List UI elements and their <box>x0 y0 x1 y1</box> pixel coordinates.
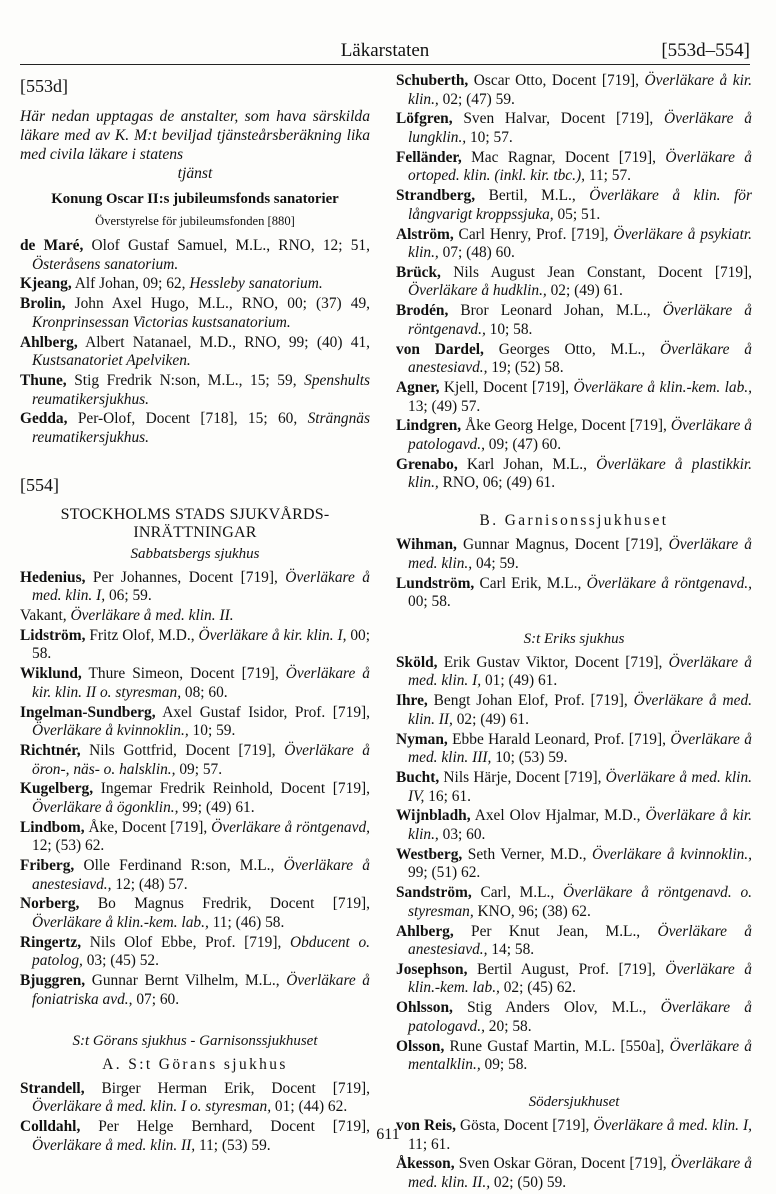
staff-details: Olle Ferdinand R:son, M.L., <box>74 857 284 875</box>
staff-details: Rune Gustaf Martin, M.L. [550a], <box>444 1037 670 1055</box>
staff-entry <box>20 275 370 294</box>
entry-list <box>20 569 370 1010</box>
staff-name: de Maré, <box>20 237 84 254</box>
staff-details: Ebbe Harald Leonard, Prof. [719], <box>447 730 671 748</box>
staff-details: 08; 60. <box>181 683 228 701</box>
staff-details: RNO, 06; (49) 61. <box>438 474 556 492</box>
hospital-part-heading: A. S:t Görans sjukhus <box>102 1055 288 1073</box>
staff-name: Hedenius, <box>20 568 86 586</box>
staff-details: Sven Oskar Göran, Docent [719], <box>454 1155 671 1173</box>
staff-details: 11; (53) 59. <box>195 1136 271 1154</box>
staff-entry <box>396 807 752 844</box>
staff-entry <box>396 379 752 416</box>
staff-details: 02; (45) 62. <box>499 979 576 997</box>
position-title: Överläkare å kir. klin., <box>408 807 752 843</box>
staff-details: Åke Georg Helge, Docent [719], <box>461 417 671 435</box>
position-title: Kronprinsessan Victorias kustsanatorium. <box>32 313 291 331</box>
staff-name: Lidström, <box>20 626 86 644</box>
position-title: Överläkare å klin. för långvarigt kroppssjuka, <box>408 187 752 223</box>
staff-details: 19; (52) 58. <box>487 359 564 377</box>
staff-entry <box>20 372 370 409</box>
entry-list <box>20 237 370 447</box>
position-title: Överläkare å klin.-kem. lab., <box>573 379 752 396</box>
staff-entry <box>396 536 752 573</box>
staff-entry <box>396 456 752 493</box>
staff-details: 05; 51. <box>553 205 601 223</box>
staff-entry <box>396 226 752 263</box>
running-title: Läkarstaten <box>340 40 430 61</box>
staff-details: 09; 57. <box>175 760 223 778</box>
staff-details: 12; (48) 57. <box>111 875 188 893</box>
right-column <box>396 72 752 1194</box>
section-number: [553d] <box>20 76 68 96</box>
staff-details: 10; (53) 59. <box>491 749 568 767</box>
position-title: Spenshults reumatikersjukhus. <box>32 371 370 408</box>
staff-name: Lindgren, <box>396 417 462 435</box>
staff-name: Sandström, <box>396 884 472 902</box>
staff-name: Gedda, <box>20 410 68 428</box>
board-note: Överstyrelse för jubileumsfonden [880] <box>95 214 295 228</box>
staff-details: 11; (46) 58. <box>208 914 285 932</box>
position-title: Överläkare å kvinnoklin., <box>591 845 752 863</box>
staff-name: Löfgren, <box>396 110 453 128</box>
staff-details: Alf Johan, 09; 62, <box>71 275 190 293</box>
staff-details: Ingemar Fredrik Reinhold, Docent [719], <box>93 780 370 798</box>
staff-details: Carl Erik, M.L., <box>474 574 587 592</box>
staff-entry <box>396 692 752 729</box>
position-title: Överläkare å med. klin. II, <box>32 1136 196 1154</box>
staff-details: 10; 57. <box>466 128 513 146</box>
section-number: [554] <box>20 474 59 495</box>
staff-entry <box>396 417 752 454</box>
staff-name: Bucht, <box>396 769 440 786</box>
staff-details: Karl Johan, M.L., <box>457 455 597 473</box>
position-title: Överläkare å klin.-kem. lab., <box>408 960 752 997</box>
staff-name: Wihman, <box>396 536 457 554</box>
page-range: [553d–554] <box>661 40 750 61</box>
staff-name: Ohlsson, <box>396 999 453 1017</box>
staff-entry <box>396 999 752 1036</box>
staff-name: Thune, <box>20 371 67 389</box>
staff-details: Mac Ragnar, Docent [719], <box>461 148 666 166</box>
staff-details: Georges Otto, M.L., <box>483 340 660 358</box>
position-title: Överläkare å anestesiavd., <box>408 922 753 959</box>
entry-list <box>396 654 752 1075</box>
hospital-subheading: Sabbatsbergs sjukhus <box>130 545 260 562</box>
position-title: Överläkare å anestesiavd., <box>32 857 370 893</box>
staff-entry <box>396 961 752 998</box>
staff-details: Per Knut Jean, M.L., <box>453 922 658 940</box>
staff-details: Per-Olof, Docent [718], 15; 60, <box>67 410 308 428</box>
staff-details: Oscar Otto, Docent [719], <box>468 72 645 89</box>
staff-name: Lundström, <box>396 574 475 592</box>
staff-details: Albert Natanael, M.D., RNO, 99; (40) 41, <box>77 333 370 351</box>
position-title: Obducent o. patolog, <box>32 933 370 970</box>
staff-name: Richtnér, <box>20 741 81 759</box>
staff-entry <box>396 149 752 186</box>
staff-details: 99; (49) 61. <box>178 798 255 816</box>
position-title: Överläkare å med. klin. I o. styresman, <box>32 1098 272 1116</box>
staff-entry <box>396 264 752 301</box>
entry-list <box>396 536 752 612</box>
position-title: Överläkare å med. klin. III, <box>408 730 752 767</box>
staff-details: Nils Gottfrid, Docent [719], <box>80 741 285 759</box>
staff-details: 03; (45) 52. <box>82 952 159 970</box>
staff-entry <box>20 607 370 626</box>
staff-name: von Reis, <box>396 1117 457 1134</box>
staff-details: Vakant, <box>20 607 71 625</box>
staff-details: Nils Olof Ebbe, Prof. [719], <box>81 933 290 951</box>
position-title: Österåsens sanatorium. <box>32 255 179 273</box>
entry-list <box>396 72 752 493</box>
staff-details: 99; (51) 62. <box>408 864 481 882</box>
staff-entry <box>396 731 752 768</box>
staff-name: Schuberth, <box>396 72 469 89</box>
staff-details: Gunnar Bernt Vilhelm, M.L., <box>85 972 287 990</box>
staff-details: 11; 57. <box>584 167 631 185</box>
staff-name: Grenabo, <box>396 455 458 473</box>
staff-details: Carl, M.L., <box>471 884 563 902</box>
position-title: Överläkare å kir. klin., <box>408 72 752 108</box>
staff-name: Wijnbladh, <box>396 807 471 825</box>
staff-entry <box>396 654 752 691</box>
position-title: Överläkare å med. klin. IV, <box>408 769 752 805</box>
staff-details: 07; (48) 60. <box>438 244 515 262</box>
staff-name: Friberg, <box>20 857 75 875</box>
staff-details: 02; (50) 59. <box>490 1173 567 1191</box>
staff-entry <box>20 780 370 817</box>
staff-entry <box>396 1155 752 1192</box>
staff-details: Bo Magnus Fredrik, Docent [719], <box>79 895 370 913</box>
staff-entry <box>396 302 752 339</box>
staff-details: Per Helge Bernhard, Docent [719], <box>80 1117 370 1135</box>
staff-name: Ahlberg, <box>20 333 78 351</box>
staff-name: Kugelberg, <box>20 780 94 798</box>
staff-name: Felländer, <box>396 148 462 166</box>
staff-entry <box>20 742 370 779</box>
position-title: Hessleby sanatorium. <box>189 275 323 293</box>
intro-note <box>20 107 370 183</box>
staff-name: Kjeang, <box>20 275 72 293</box>
position-title: Överläkare å kvinnoklin., <box>32 722 189 740</box>
staff-details: 01; (44) 62. <box>271 1098 348 1116</box>
position-title: Överläkare å ortoped. klin. (inkl. kir. tbc.), <box>408 148 753 185</box>
staff-details: Thure Simeon, Docent [719], <box>81 665 286 683</box>
position-title: Överläkare å patologavd., <box>408 417 752 453</box>
position-title: Överläkare å ögonklin., <box>32 798 179 816</box>
staff-details: 03; 60. <box>438 825 486 843</box>
staff-details: 00; 58. <box>32 626 370 663</box>
staff-details: 10; 58. <box>485 320 533 338</box>
hospital-subheading: S:t Eriks sjukhus <box>523 630 625 647</box>
hospital-part-heading: B. Garnisonssjukhuset <box>479 512 669 530</box>
staff-details: Nils August Jean Constant, Docent [719], <box>440 263 752 281</box>
staff-name: Brück, <box>396 263 441 281</box>
staff-details: Bengt Johan Elof, Prof. [719], <box>427 692 634 710</box>
staff-details: Gösta, Docent [719], <box>456 1117 594 1134</box>
staff-details: 02; (49) 61. <box>546 282 623 300</box>
staff-details: Fritz Olof, M.D., <box>85 626 199 644</box>
staff-name: von Dardel, <box>396 340 484 358</box>
staff-name: Åkesson, <box>396 1155 455 1173</box>
staff-details: 16; 61. <box>424 787 471 805</box>
running-header <box>20 40 750 65</box>
staff-details: Birger Herman Erik, Docent [719], <box>84 1079 370 1097</box>
position-title: Överläkare å med. klin. I, <box>593 1117 752 1134</box>
staff-details: 06; 59. <box>105 587 152 605</box>
section-heading: Konung Oscar II:s jubileumsfonds sanatorier <box>51 191 339 207</box>
staff-entry <box>20 569 370 606</box>
staff-details: 09; (47) 60. <box>484 435 562 453</box>
position-title: Överläkare å röntgenavd., <box>586 574 752 592</box>
staff-details: 12; (53) 62. <box>32 837 105 855</box>
staff-entry <box>396 72 752 109</box>
staff-entry <box>396 1038 752 1075</box>
staff-name: Wiklund, <box>20 665 82 683</box>
staff-name: Brodén, <box>396 302 449 320</box>
intro-note-text: Här nedan upptagas de anstalter, som hava särskilda läkare med av K. M:t beviljad tjänsteårsberäkning lika med civila läkare i statens <box>20 108 370 163</box>
staff-name: Ihre, <box>396 692 428 710</box>
staff-details: 00; 58. <box>408 593 451 611</box>
position-title: Överläkare å anestesiavd., <box>408 340 752 377</box>
staff-details: 09; 58. <box>480 1056 528 1074</box>
staff-entry <box>20 410 370 447</box>
position-title: Överläkare å hudklin., <box>408 282 547 300</box>
staff-entry <box>20 972 370 1009</box>
institution-heading-line: STOCKHOLMS STADS SJUKVÅRDS- <box>60 505 330 523</box>
staff-name: Norberg, <box>20 895 80 913</box>
position-title: Överläkare å psykiatr. klin., <box>408 225 752 262</box>
staff-details: Carl Henry, Prof. [719], <box>453 225 614 243</box>
staff-entry <box>20 237 370 274</box>
position-title: Överläkare å med. klin. II., <box>408 1155 752 1191</box>
staff-details: 10; 59. <box>188 722 236 740</box>
staff-name: Lindbom, <box>20 818 85 836</box>
staff-name: Josephson, <box>396 960 468 978</box>
staff-details: 07; 60. <box>132 990 180 1008</box>
staff-entry <box>20 665 370 702</box>
staff-name: Westberg, <box>396 845 463 863</box>
staff-details: Sven Halvar, Docent [719], <box>452 110 664 128</box>
staff-entry <box>20 704 370 741</box>
position-title: Överläkare å med. klin. II. <box>70 607 234 625</box>
staff-name: Strandberg, <box>396 187 476 205</box>
position-title: Överläkare å kir. klin. I, <box>198 626 347 644</box>
staff-entry <box>20 857 370 894</box>
position-title: Överläkare å patologavd., <box>408 999 753 1035</box>
staff-details: 11; 61. <box>408 1135 451 1153</box>
staff-details: Bror Leonard Johan, M.L., <box>448 302 663 320</box>
staff-details: Olof Gustaf Samuel, M.L., RNO, 12; 51, <box>83 237 370 254</box>
staff-entry <box>396 575 752 612</box>
staff-details: Stig Fredrik N:son, M.L., 15; 59, <box>66 371 305 389</box>
position-title: Överläkare å klin.-kem. lab., <box>32 914 209 932</box>
staff-details: 02; (47) 59. <box>438 90 515 108</box>
staff-name: Strandell, <box>20 1079 85 1097</box>
position-title: Överläkare å plastikkir. klin., <box>408 455 752 492</box>
staff-details: Åke, Docent [719], <box>84 818 212 836</box>
staff-entry <box>20 295 370 332</box>
staff-details: Gunnar Magnus, Docent [719], <box>456 536 669 554</box>
staff-details: 01; (49) 61. <box>481 672 558 690</box>
position-title: Överläkare å röntgenavd, <box>211 818 370 836</box>
staff-details: Bertil, M.L., <box>475 187 590 205</box>
staff-entry <box>20 627 370 664</box>
staff-name: Ringertz, <box>20 933 82 951</box>
staff-details: Erik Gustav Viktor, Docent [719], <box>437 653 669 671</box>
staff-entry <box>396 846 752 883</box>
institution-heading-line: INRÄTTNINGAR <box>133 523 257 541</box>
staff-name: Ahlberg, <box>396 922 454 940</box>
staff-details: 13; (49) 57. <box>408 397 481 415</box>
left-column <box>20 72 370 1156</box>
staff-entry <box>20 1080 370 1117</box>
staff-details: KNO, 96; (38) 62. <box>473 902 591 920</box>
staff-name: Colldahl, <box>20 1117 81 1135</box>
position-title: Överläkare å mentalklin., <box>408 1037 753 1074</box>
hospital-subheading: Södersjukhuset <box>528 1094 620 1110</box>
position-title: Överläkare å lungklin., <box>408 110 752 146</box>
staff-name: Ingelman-Sundberg, <box>20 703 156 721</box>
staff-name: Alström, <box>396 225 454 243</box>
staff-entry <box>396 923 752 960</box>
staff-details: Nils Härje, Docent [719], <box>439 769 606 786</box>
position-title: Överläkare å med. klin. II, <box>408 692 752 728</box>
staff-details: Axel Gustaf Isidor, Prof. [719], <box>155 703 370 721</box>
staff-name: Agner, <box>396 379 440 396</box>
staff-details: Bertil August, Prof. [719], <box>467 960 666 978</box>
position-title: Strängnäs reumatikersjukhus. <box>32 410 370 446</box>
staff-details: Seth Verner, M.D., <box>462 845 592 863</box>
staff-entry <box>396 884 752 921</box>
position-title: Överläkare å öron-, näs- o. halsklin., <box>32 741 370 778</box>
intro-note-last: tjänst <box>177 165 213 182</box>
staff-details: 04; 59. <box>472 554 519 572</box>
staff-entry <box>396 187 752 224</box>
staff-entry <box>396 110 752 147</box>
page-number: 611 <box>376 1126 400 1143</box>
institution-heading <box>20 506 370 542</box>
position-title: Kustsanatoriet Apelviken. <box>32 352 191 370</box>
staff-details: Per Johannes, Docent [719], <box>85 568 286 586</box>
position-title: Överläkare å med. klin., <box>408 536 752 572</box>
staff-details: 20; 58. <box>484 1017 532 1035</box>
staff-name: Olsson, <box>396 1037 445 1055</box>
position-title: Överläkare å med. klin. I, <box>408 653 752 690</box>
staff-name: Sköld, <box>396 653 438 671</box>
staff-entry <box>20 895 370 932</box>
hospital-subheading: S:t Görans sjukhus - Garnisonssjukhuset <box>72 1032 318 1049</box>
position-title: Överläkare å röntgenavd. o. styresman, <box>408 884 752 920</box>
staff-details: 14; 58. <box>487 941 535 959</box>
position-title: Överläkare å foniatriska avd., <box>32 972 370 1008</box>
staff-name: Nyman, <box>396 730 448 748</box>
position-title: Överläkare å med. klin. I, <box>32 568 370 605</box>
staff-entry <box>396 769 752 806</box>
staff-details: 02; (49) 61. <box>452 710 529 728</box>
staff-entry <box>396 341 752 378</box>
staff-details: Kjell, Docent [719], <box>439 379 574 396</box>
staff-name: Bjuggren, <box>20 972 86 990</box>
staff-details: John Axel Hugo, M.L., RNO, 00; (37) 49, <box>65 295 370 313</box>
position-title: Överläkare å röntgenavd., <box>408 302 752 338</box>
staff-entry <box>20 934 370 971</box>
staff-details: Axel Olov Hjalmar, M.D., <box>470 807 646 825</box>
staff-details: Stig Anders Olov, M.L., <box>452 999 661 1017</box>
staff-name: Brolin, <box>20 295 66 313</box>
staff-entry <box>20 819 370 856</box>
position-title: Överläkare å kir. klin. II o. styresman, <box>32 665 370 701</box>
staff-entry <box>20 334 370 371</box>
